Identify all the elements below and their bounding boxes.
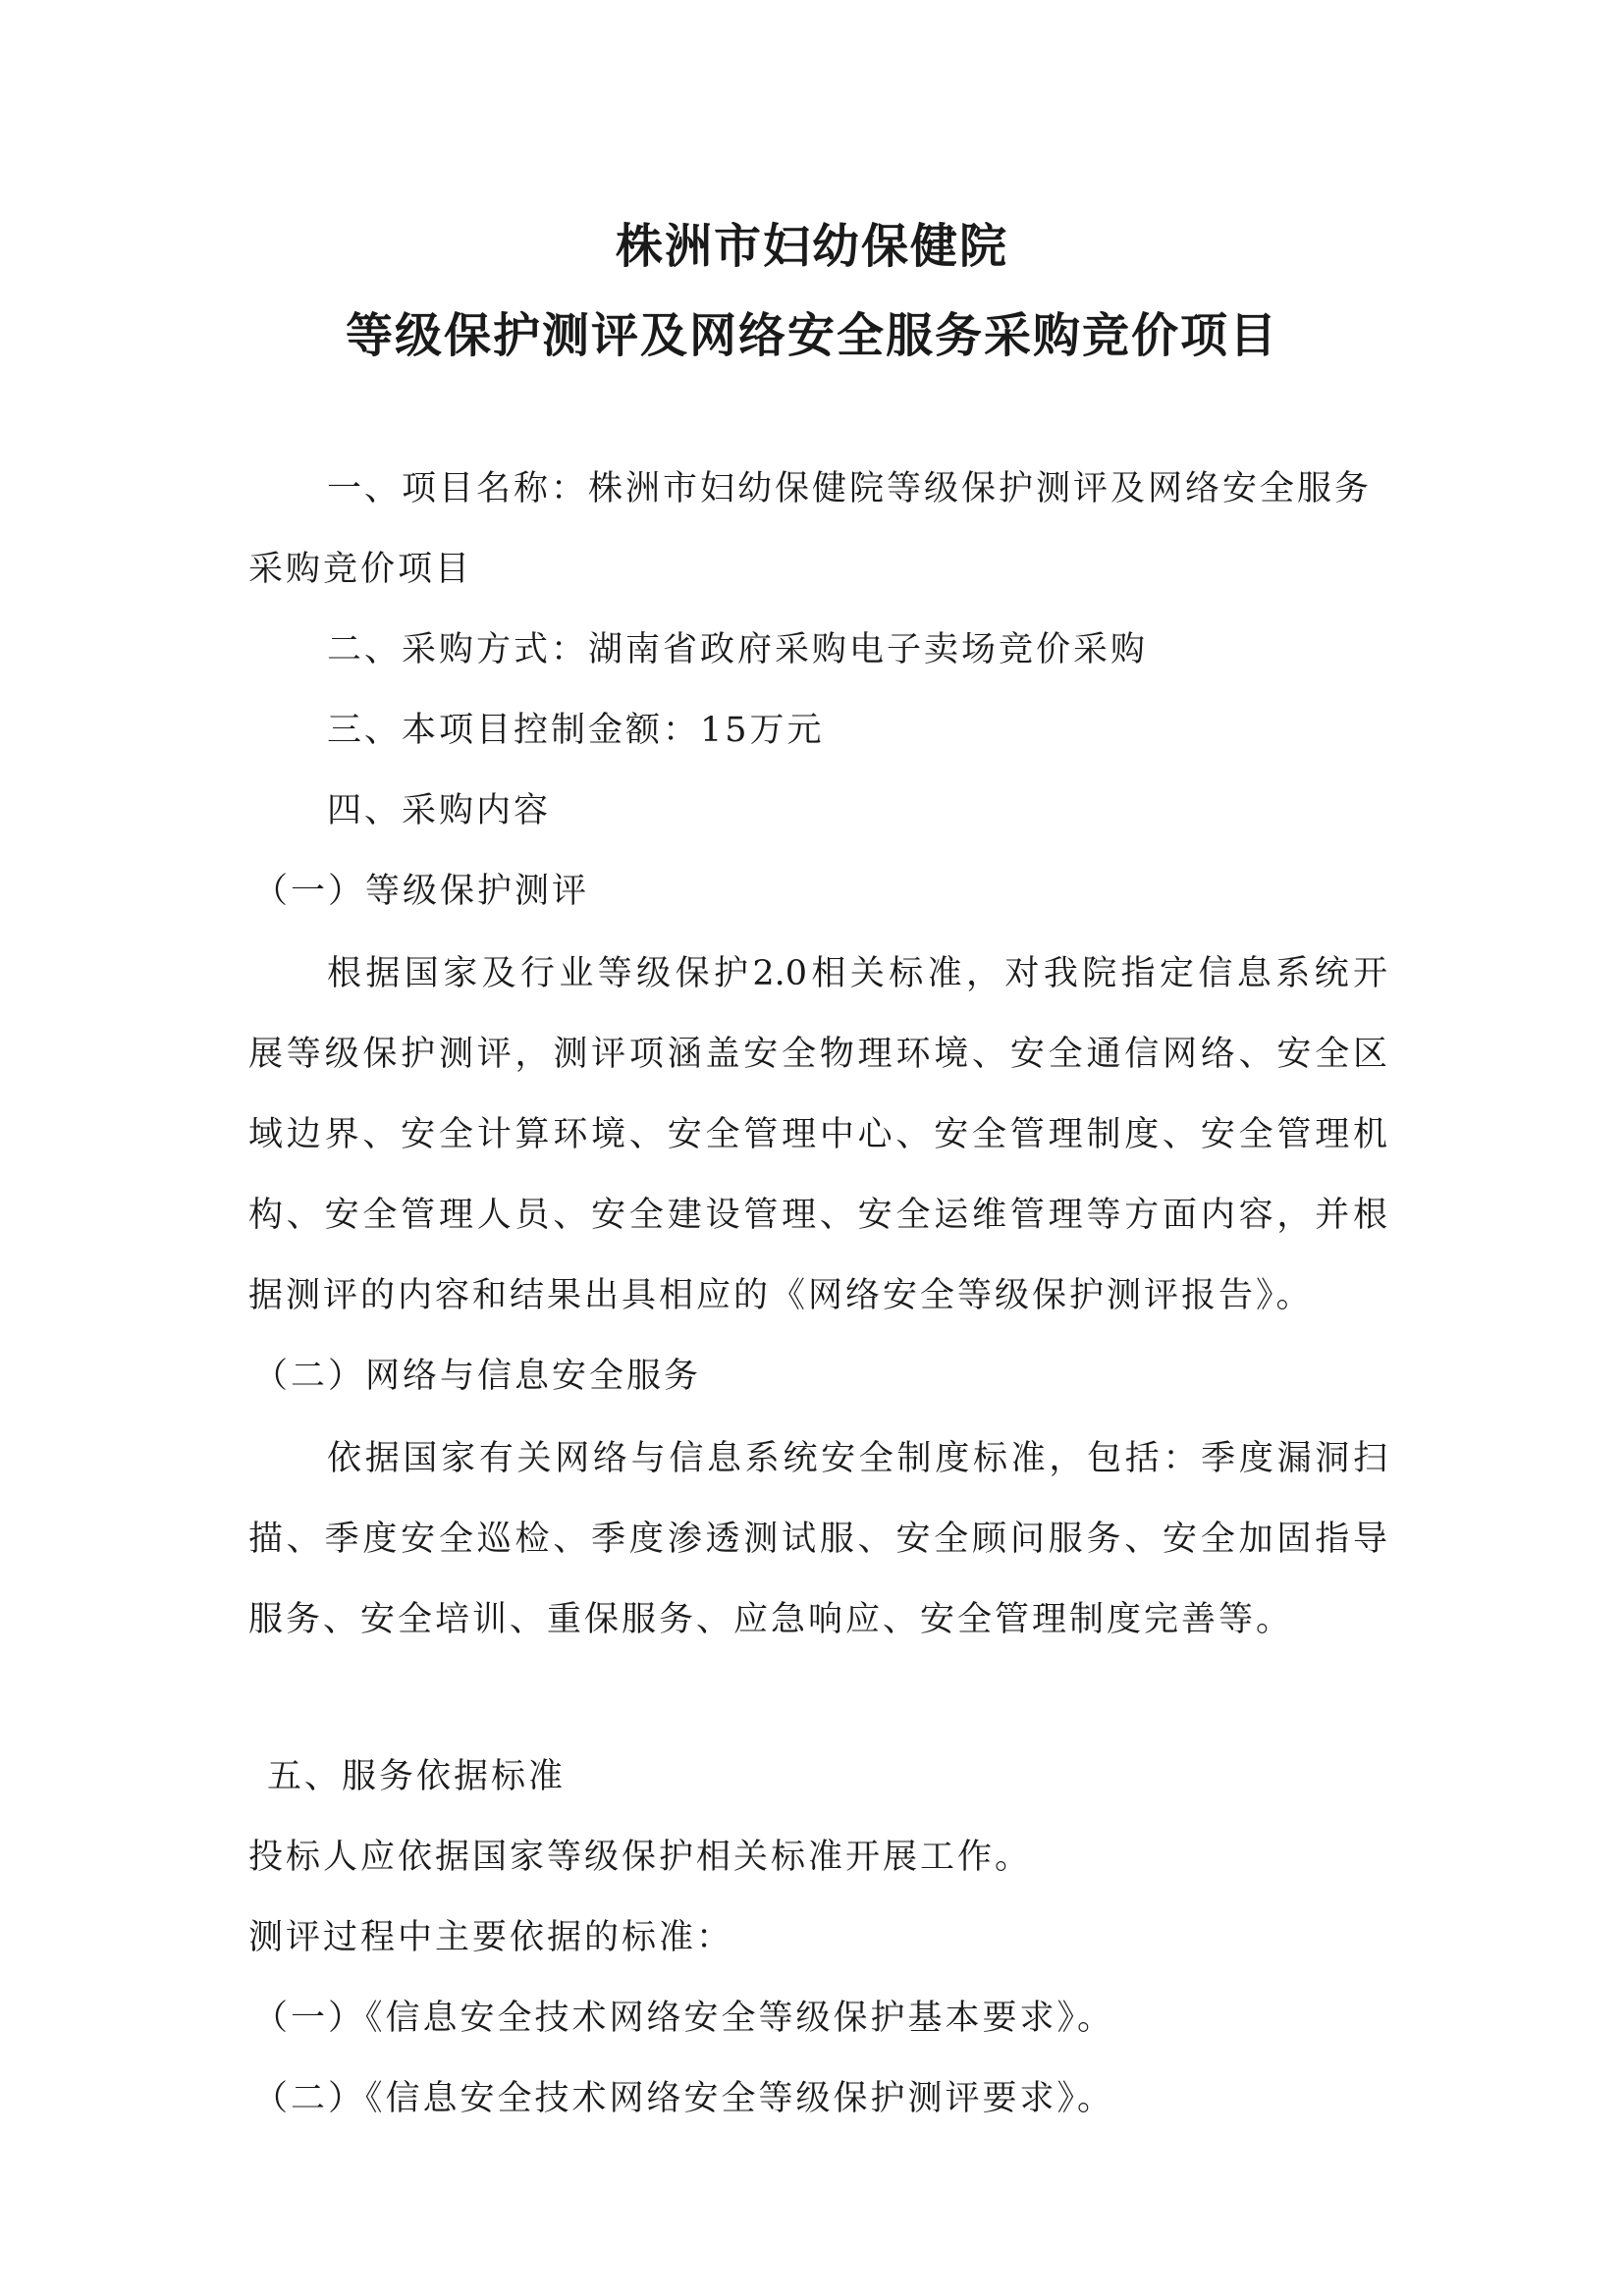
section-3-control-amount: 三、本项目控制金额：15万元 [327,711,825,750]
section-4-heading: 四、采购内容 [327,791,552,830]
paragraph-4-1-line: 据测评的内容和结果出具相应的《网络安全等级保护测评报告》。 [248,1276,1314,1315]
paragraph-4-2-line: 描、季度安全巡检、季度渗透测试服、安全顾问服务、安全加固指导 [248,1520,1387,1559]
subsection-4-2-heading: （二）网络与信息安全服务 [253,1357,702,1396]
document-title-line2: 等级保护测评及网络安全服务采购竞价项目 [345,308,1278,363]
paragraph-4-2-line: 服务、安全培训、重保服务、应急响应、安全管理制度完善等。 [248,1600,1294,1639]
section-2-procurement-method: 二、采购方式：湖南省政府采购电子卖场竞价采购 [327,630,1149,669]
paragraph-4-1-line: 根据国家及行业等级保护2.0相关标准，对我院指定信息系统开 [327,954,1387,993]
paragraph-4-1-line: 构、安全管理人员、安全建设管理、安全运维管理等方面内容，并根 [248,1196,1387,1235]
paragraph-4-1-line: 展等级保护测评，测评项涵盖安全物理环境、安全通信网络、安全区 [248,1035,1387,1074]
section-5-heading: 五、服务依据标准 [267,1757,567,1796]
standard-item: （二）《信息安全技术网络安全等级保护测评要求》。 [253,2079,1115,2118]
section-1-project-name: 一、项目名称：株洲市妇幼保健院等级保护测评及网络安全服务 [327,469,1373,508]
standard-item: （一）《信息安全技术网络安全等级保护基本要求》。 [253,1999,1115,2038]
paragraph-4-1-line: 域边界、安全计算环境、安全管理中心、安全管理制度、安全管理机 [248,1115,1387,1154]
section-1-continued: 采购竞价项目 [248,550,473,589]
section-5-text: 测评过程中主要依据的标准： [248,1918,734,1957]
section-5-text: 投标人应依据国家等级保护相关标准开展工作。 [248,1838,1033,1877]
paragraph-4-2-line: 依据国家有关网络与信息系统安全制度标准，包括：季度漏洞扫 [327,1439,1387,1478]
subsection-4-1-heading: （一）等级保护测评 [253,872,590,911]
document-title-line1: 株洲市妇幼保健院 [615,219,1008,274]
